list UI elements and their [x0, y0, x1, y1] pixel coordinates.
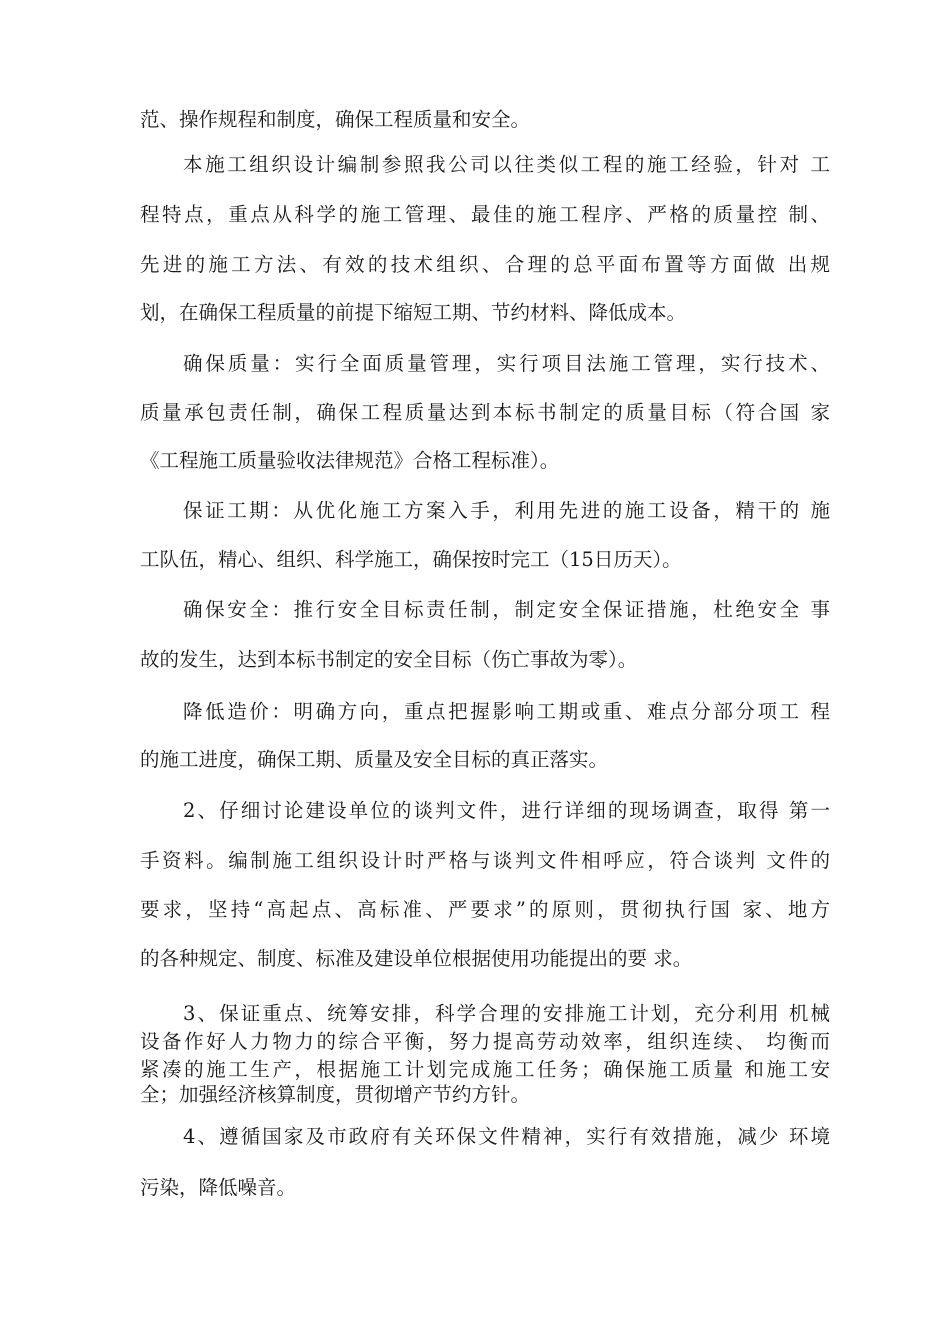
text-line: 手资料。编制施工组织设计时严格与谈判文件相呼应，符合谈判 文件的: [140, 849, 830, 872]
text-line: 要求，坚持“高起点、高标准、严要求”的原则，贯彻执行国 家、地方: [140, 898, 830, 921]
text-line: 3、保证重点、统筹安排，科学合理的安排施工计划，充分利用 机械: [183, 1002, 830, 1025]
text-line: 2、仔细讨论建设单位的谈判文件，进行详细的现场调查，取得 第一: [183, 799, 830, 822]
text-line: 的各种规定、制度、标准及建设单位根据使用功能提出的要 求。: [140, 947, 693, 970]
text-line: 确保安全：推行安全目标责任制，制定安全保证措施，杜绝安全 事: [183, 598, 830, 621]
text-line: 先进的施工方法、有效的技术组织、合理的总平面布置等方面做 出规: [140, 253, 830, 276]
text-line: 确保质量：实行全面质量管理，实行项目法施工管理，实行技术、: [183, 352, 830, 375]
text-line: 污染，降低噪音。: [140, 1176, 297, 1199]
text-line: 质量承包责任制，确保工程质量达到本标书制定的质量目标（符合国 家: [140, 401, 830, 424]
text-line: 的施工进度，确保工期、质量及安全目标的真正落实。: [140, 748, 609, 771]
text-line: 《工程施工质量验收法律规范》合格工程标准）。: [140, 449, 560, 472]
text-line: 故的发生，达到本标书制定的安全目标（伤亡事故为零）。: [140, 648, 638, 671]
text-line: 本施工组织设计编制参照我公司以往类似工程的施工经验，针对 工: [183, 153, 830, 176]
text-line: 全；加强经济核算制度，贯彻增产节约方针。: [140, 1083, 531, 1106]
text-line: 降低造价：明确方向，重点把握影响工期或重、难点分部分项工 程: [183, 700, 830, 723]
text-line: 范、操作规程和制度，确保工程质量和安全。: [140, 108, 531, 131]
text-line: 设备作好人力物力的综合平衡，努力提高劳动效率，组织连续、 均衡而: [140, 1030, 830, 1053]
text-line: 保证工期：从优化施工方案入手，利用先进的施工设备，精干的 施: [183, 499, 830, 522]
text-line: 程特点，重点从科学的施工管理、最佳的施工程序、严格的质量控 制、: [140, 203, 830, 226]
text-line: 工队伍，精心、组织、科学施工，确保按时完工（15日历天）。: [140, 548, 682, 571]
text-line: 4、遵循国家及市政府有关环保文件精神，实行有效措施，减少 环境: [183, 1125, 830, 1148]
text-line: 紧凑的施工生产，根据施工计划完成施工任务；确保施工质量 和施工安: [140, 1058, 830, 1081]
text-line: 划，在确保工程质量的前提下缩短工期、节约材料、降低成本。: [140, 301, 687, 324]
